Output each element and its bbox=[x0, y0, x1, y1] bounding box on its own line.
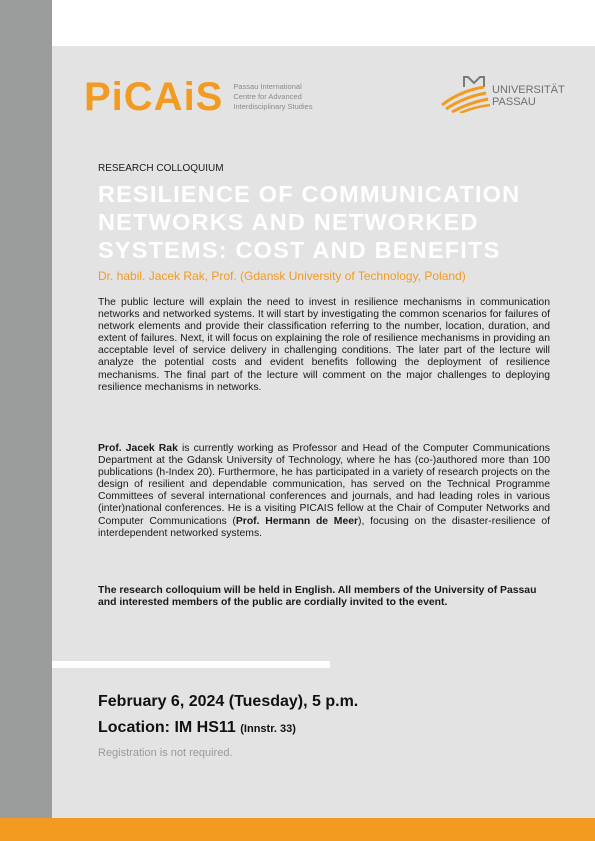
picais-logo bbox=[84, 77, 313, 117]
bio-text: is currently working as Professor and Head of the Computer Communications Department at the Gdansk University of Technology, where he has (co-)authored more than 100 publications (h-Index 20). Furthermore, he has participated in a variety of research projects on the design of resilient and dependable communication, has served on the Technical Programme Committees of several international conferences and journals, and had leading roles in various (inter)national conferences. He is a visiting PICAIS fellow at the Chair of Computer Networks and Computer Communications ( bbox=[98, 443, 550, 527]
page-title: RESILIENCE OF COMMUNICATION NETWORKS AND NETWORKED SYSTEMS: COST AND BENEFITS bbox=[98, 181, 521, 263]
top-band bbox=[0, 0, 595, 46]
picais-subtitle-line: Interdisciplinary Studies bbox=[233, 102, 313, 111]
bio-text-end: ), focusing on the disaster-resilience of interdependent networked systems. bbox=[98, 515, 550, 539]
event-location bbox=[98, 719, 296, 737]
event-date: February 6, 2024 (Tuesday), 5 p.m. bbox=[98, 693, 359, 710]
bottom-band bbox=[0, 818, 595, 841]
left-band bbox=[0, 0, 52, 841]
picais-subtitle-line: Passau International bbox=[233, 82, 302, 91]
bio-host: Prof. Hermann de Meer bbox=[235, 515, 359, 527]
abstract-paragraph: The public lecture will explain the need to invest in resilience mechanisms in communication networks and networked systems. It will start by investigating the common scenarios for failures of network elements and provide their classification referring to the number, location, duration, and extent of failures. Next, it will focus on explaining the role of resilience mechanisms in providing an acceptable level of service delivery in challenging conditions. The later part of the lecture will analyze the potential costs and evident benefits following the deployment of resilience mechanisms. The final part of the lecture will comment on the major challenges to deploying resilience mechanisms in networks. bbox=[98, 297, 550, 393]
location-label: Location: IM HS11 bbox=[98, 719, 236, 736]
location-detail: (Innstr. 33) bbox=[240, 723, 296, 735]
invitation-notice: The research colloquium will be held in English. All members of the University of Passau and interested members of the public are cordially invited to the event. bbox=[98, 585, 537, 609]
university-name bbox=[492, 84, 565, 108]
university-name-line: PASSAU bbox=[492, 96, 536, 108]
picais-subtitle-line: Centre for Advanced bbox=[233, 92, 302, 101]
registration-note: Registration is not required. bbox=[98, 747, 233, 759]
bio-paragraph bbox=[98, 443, 550, 540]
picais-subtitle bbox=[233, 82, 312, 112]
event-kicker: RESEARCH COLLOQUIUM bbox=[98, 163, 224, 174]
picais-wordmark: PiCAiS bbox=[84, 75, 224, 119]
bio-name: Prof. Jacek Rak bbox=[98, 443, 178, 454]
speaker-line: Dr. habil. Jacek Rak, Prof. (Gdansk University of Technology, Poland) bbox=[98, 269, 466, 283]
university-name-line: UNIVERSITÄT bbox=[492, 84, 565, 96]
divider bbox=[52, 661, 330, 668]
